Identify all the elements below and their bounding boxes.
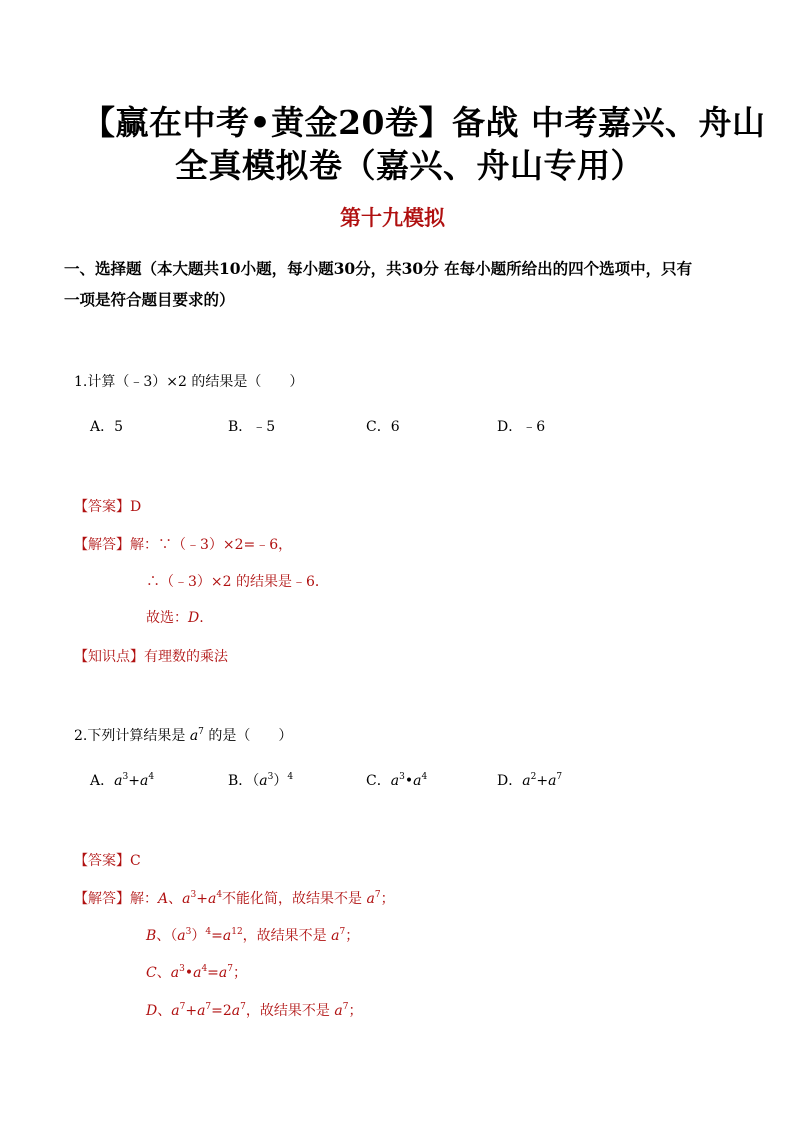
paren: （	[252, 773, 260, 789]
var: a	[177, 928, 186, 944]
q1-solution-suffix: .	[199, 610, 204, 626]
text: 、	[157, 1003, 172, 1019]
op: +	[185, 1003, 198, 1019]
exp: 7	[179, 1002, 186, 1012]
exp: 4	[216, 890, 223, 900]
q2-text-prefix: 2.下列计算结果是	[74, 728, 190, 744]
exp: 3	[190, 890, 197, 900]
var: a	[222, 928, 232, 944]
q2-option-a	[90, 770, 154, 790]
q2-solution-row-d	[146, 1000, 362, 1020]
q2-text-exp: 7	[198, 727, 204, 737]
exp: 4	[205, 927, 212, 937]
answer-label: 【答案】	[74, 499, 130, 515]
op: +	[196, 891, 208, 907]
exp: 3	[185, 927, 192, 937]
var: a	[366, 891, 375, 907]
var: a	[413, 773, 422, 789]
text: =2	[211, 1003, 232, 1019]
text: ；	[345, 928, 360, 944]
exp: 4	[421, 772, 428, 782]
q1-answer-row	[74, 496, 141, 516]
text: ）	[191, 928, 206, 944]
letter: C	[146, 965, 157, 981]
q1-solution-line2: ∴（﹣3）×2 的结果是﹣6．	[146, 574, 329, 590]
var: a	[390, 773, 400, 789]
text: ；	[348, 1003, 363, 1019]
q2-option-b	[228, 770, 293, 790]
question-1-text: 1.计算（﹣3）×2 的结果是（ ）	[74, 374, 304, 390]
var: a	[197, 1003, 206, 1019]
option-label: B．	[228, 773, 253, 789]
var: a	[334, 1003, 343, 1019]
q1-option-b: B．﹣5	[228, 419, 276, 435]
exp: 2	[530, 772, 537, 782]
q1-option-c: C．6	[366, 419, 400, 435]
text: ；	[233, 965, 247, 981]
document-title-line1: 【赢在中考•黄金20卷】备战 中考嘉兴、舟山	[82, 103, 766, 142]
text: 、（	[156, 928, 178, 944]
text: 不能化简，故结果不是	[222, 891, 367, 907]
exp: 3	[179, 964, 185, 974]
var: a	[218, 965, 228, 981]
q2-answer-value: C	[130, 853, 141, 869]
op: •	[184, 965, 194, 981]
q2-text-var: a	[189, 728, 199, 744]
var: a	[331, 928, 340, 944]
q2-solution-row-b	[146, 925, 359, 945]
q1-solution-row	[74, 534, 292, 554]
q1-option-a: A．5	[90, 419, 124, 435]
document-title-line2: 全真模拟卷（嘉兴、舟山专用）	[175, 146, 644, 185]
letter: B	[146, 928, 157, 944]
exp: 12	[231, 927, 243, 937]
var: a	[114, 773, 123, 789]
q2-text-suffix: 的是（ ）	[203, 728, 293, 744]
text: =	[207, 965, 219, 981]
exp: 7	[205, 1002, 212, 1012]
var: a	[182, 891, 191, 907]
section-heading-line1: 一、选择题（本大题共10小题，每小题30分，共30分 在每小题所给出的四个选项中，只有	[64, 259, 693, 278]
section-heading-line2: 一项是符合题目要求的）	[64, 290, 235, 309]
letter: A	[158, 891, 169, 907]
q2-answer-row	[74, 850, 141, 870]
exp: 7	[342, 1002, 349, 1012]
op: +	[536, 773, 549, 789]
text: 、	[168, 891, 183, 907]
option-label: C．	[366, 773, 391, 789]
var: a	[193, 965, 202, 981]
option-label: D．	[497, 773, 523, 789]
var: a	[548, 773, 557, 789]
var: a	[139, 773, 149, 789]
exp: 7	[556, 772, 563, 782]
solution-label: 【解答】	[74, 891, 130, 907]
q2-solution-row-c	[146, 962, 247, 982]
option-label: A．	[90, 773, 115, 789]
op: •	[404, 773, 414, 789]
answer-label: 【答案】	[74, 853, 130, 869]
exp: 7	[227, 964, 233, 974]
exp: 4	[287, 772, 294, 782]
paren: ）	[273, 773, 288, 789]
exp: 3	[399, 772, 405, 782]
text: ；	[380, 891, 395, 907]
solution-label: 【解答】	[74, 537, 130, 553]
q1-solution-letter: D	[188, 610, 200, 626]
letter: D	[146, 1003, 158, 1019]
var: a	[170, 965, 180, 981]
exp: 7	[374, 890, 381, 900]
var: a	[259, 773, 268, 789]
exp: 4	[201, 964, 208, 974]
knowledge-label: 【知识点】	[74, 649, 144, 665]
var: a	[231, 1003, 241, 1019]
q1-knowledge-row	[74, 646, 228, 666]
text: ，故结果不是	[242, 928, 332, 944]
var: a	[207, 891, 217, 907]
q1-solution-line1: 解：∵（﹣3）×2=﹣6，	[130, 537, 293, 553]
text: 解：	[130, 891, 158, 907]
q1-knowledge-value: 有理数的乘法	[144, 649, 228, 665]
text: ，故结果不是	[245, 1003, 335, 1019]
question-2-text	[74, 725, 292, 745]
text: =	[211, 928, 223, 944]
exp: 7	[240, 1002, 246, 1012]
exam-subtitle: 第十九模拟	[340, 205, 445, 230]
q1-answer-value: D	[130, 499, 142, 515]
q2-option-d	[497, 770, 562, 790]
text: 、	[156, 965, 171, 981]
exp: 4	[148, 772, 155, 782]
var: a	[522, 773, 531, 789]
q2-solution-row-a	[74, 888, 395, 908]
q1-option-d: D．﹣6	[497, 419, 546, 435]
exp: 7	[339, 927, 346, 937]
var: a	[171, 1003, 180, 1019]
exp: 3	[267, 772, 274, 782]
op: +	[128, 773, 140, 789]
exp: 3	[122, 772, 129, 782]
q2-option-c	[366, 770, 427, 790]
q1-solution-prefix: 故选：	[146, 610, 188, 626]
q1-solution-line3	[146, 607, 204, 627]
